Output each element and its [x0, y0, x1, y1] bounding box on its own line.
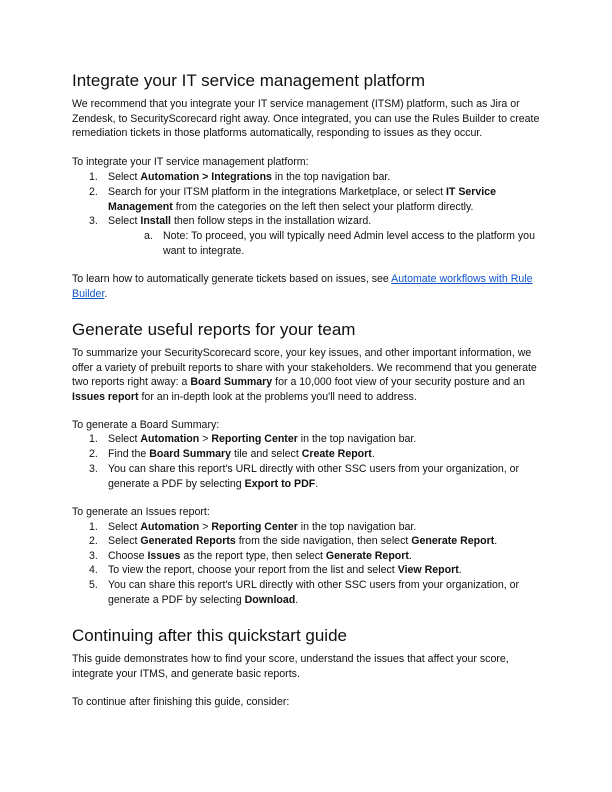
list-text: Select Install then follow steps in the installation wizard. [108, 215, 372, 227]
list-text: Search for your ITSM platform in the integrations Marketplace, or select IT Service Management from the categories on the left then select your platform directly. [108, 186, 497, 213]
list-number: 2. [89, 535, 98, 547]
paragraph-board-lead: To generate a Board Summary: [72, 419, 220, 431]
paragraph-continuing-lead: To continue after finishing this guide, consider: [72, 696, 290, 708]
list-number: 4. [89, 564, 98, 576]
list-letter: a. [144, 230, 153, 242]
list-text: Choose Issues as the report type, then select Generate Report. [108, 550, 412, 562]
paragraph-continuing-intro: This guide demonstrates how to find your score, understand the issues that affect your score, integrate your ITMS, and generate basic reports. [72, 653, 509, 680]
list-text: You can share this report's URL directly with other SSC users from your organization, or generate a PDF by selecting Download. [108, 579, 520, 606]
list-number: 5. [89, 579, 98, 591]
paragraph-reports-intro: To summarize your SecurityScorecard score, your key issues, and other important information, we offer a variety of prebuilt reports to share with your stakeholders. We recommend that you generate two reports right away: a Board Summary for a 10,000 foot view of your security posture and an Issues report for an in-depth look at the problems you'll need to address. [72, 347, 537, 403]
heading-generate-reports: Generate useful reports for your team [72, 320, 356, 339]
list-text: Note: To proceed, you will typically need Admin level access to the platform you want to integrate. [163, 230, 535, 257]
heading-integrate-itsm: Integrate your IT service management platform [72, 71, 426, 90]
list-number: 3. [89, 463, 98, 475]
list-number: 1. [89, 521, 98, 533]
list-text: Select Automation > Integrations in the top navigation bar. [108, 171, 391, 183]
list-text: Select Generated Reports from the side navigation, then select Generate Report. [108, 535, 498, 547]
list-number: 1. [89, 171, 98, 183]
paragraph-issues-lead: To generate an Issues report: [72, 506, 210, 518]
paragraph-integrate-closing: To learn how to automatically generate tickets based on issues, see Automate workflows with Rule Builder. [72, 273, 533, 300]
heading-continuing: Continuing after this quickstart guide [72, 626, 347, 645]
list-number: 3. [89, 550, 98, 562]
list-text: Select Automation > Reporting Center in the top navigation bar. [108, 433, 417, 445]
paragraph-integrate-intro: We recommend that you integrate your IT service management (ITSM) platform, such as Jira or Zendesk, to SecurityScorecard right away. Once integrated, you can use the Rules Builder to create remediation tickets in those platforms automatically, responding to issues as they occur. [72, 98, 540, 139]
list-number: 3. [89, 215, 98, 227]
list-text: Find the Board Summary tile and select Create Report. [108, 448, 375, 460]
link-automate-workflows[interactable]: Automate workflows with Rule Builder [72, 273, 533, 300]
list-text: Select Automation > Reporting Center in the top navigation bar. [108, 521, 417, 533]
list-text: You can share this report's URL directly with other SSC users from your organization, or generate a PDF by selecting Export to PDF. [108, 463, 520, 490]
list-number: 2. [89, 448, 98, 460]
list-number: 1. [89, 433, 98, 445]
paragraph-integrate-lead: To integrate your IT service management platform: [72, 156, 309, 168]
list-text: To view the report, choose your report from the list and select View Report. [108, 564, 462, 576]
list-number: 2. [89, 186, 98, 198]
